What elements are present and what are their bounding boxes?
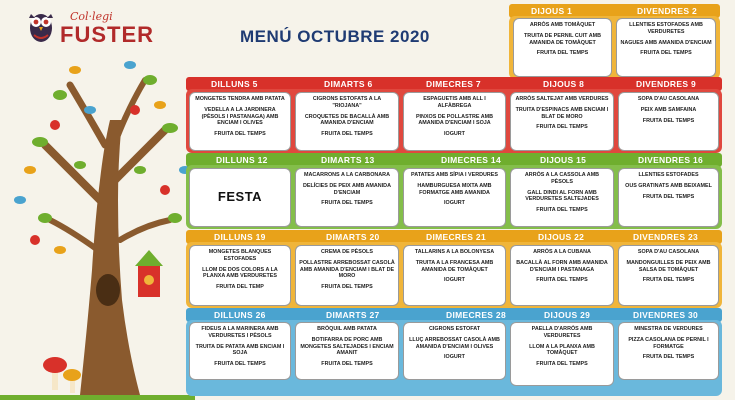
day-label: DILLUNS 19	[214, 232, 266, 242]
menu-dish: SOPA D'AU CASOLANA	[637, 249, 700, 255]
menu-dish: IOGURT	[444, 354, 465, 361]
menu-cell	[510, 92, 614, 151]
menu-cell	[616, 18, 716, 77]
menu-dish: TALLARINS A LA BOLONYESA	[414, 249, 495, 255]
menu-dish: OUS GRATINATS AMB BEIXAMEL	[625, 182, 712, 189]
menu-dish: MONGETES BLANQUES ESTOFADES	[208, 249, 272, 262]
day-label: DIMECRES 28	[446, 310, 506, 320]
menu-dish: ARRÒS SALTEJAT AMB VERDURES	[515, 96, 609, 102]
menu-dish: BACALLÀ AL FORN AMB AMANIDA D'ENCIAM I PASTANAGA	[516, 259, 608, 273]
menu-dish: MANDONGUILLES DE PEIX AMB SALSA DE TOMÀQUET	[626, 259, 711, 273]
menu-dish: PEIX AMB SAMFAINA	[640, 106, 697, 113]
holiday-label: FESTA	[217, 189, 263, 205]
day-label: DIMARTS 20	[326, 232, 380, 242]
menu-dish: DELÍCIES DE PEIX AMB AMANIDA D'ENCIAM	[303, 182, 391, 196]
menu-dish: IOGURT	[444, 200, 465, 207]
menu-dish: POLLASTRE ARREBOSSAT CASOLÀ AMB AMANIDA D'ENCIAM I BLAT DE MORO	[299, 259, 395, 280]
menu-dish: FRUITA DEL TEMPS	[640, 50, 692, 57]
menu-dish: CREMA DE PÈSOLS	[321, 249, 373, 255]
menu-cell	[403, 245, 506, 306]
menu-dish: LLOM A LA PLANXA AMB TOMÀQUET	[529, 343, 595, 357]
menu-cell	[618, 322, 719, 380]
menu-dish: SOPA D'AU CASOLANA	[637, 96, 700, 102]
menu-cell	[189, 322, 291, 380]
menu-dish: MACARRONS A LA CARBONARA	[304, 172, 390, 178]
menu-dish: ESPAGUETIS AMB ALL I ALFÀBREGA	[423, 96, 486, 109]
menu-dish: PINXOS DE POLLASTRE AMB AMANIDA D'ENCIAM I SOJA	[415, 113, 494, 127]
menu-dish: GALL DINDI AL FORN AMB VERDURETES SALTEJADES	[525, 189, 599, 203]
menu-cell	[295, 168, 399, 227]
menu-dish: CIGRONS ESTOFATS A LA "RIOJANA"	[312, 96, 382, 109]
menu-dish: FRUITA DEL TEMPS	[321, 284, 373, 290]
menu-dish: FRUITA DEL TEMPS	[642, 193, 695, 200]
day-label: DIMECRES 21	[426, 232, 486, 242]
menu-cell	[295, 322, 399, 380]
day-label: DIJOUS 8	[543, 79, 585, 89]
menu-dish: LLOM DE DOS COLORS A LA PLANXA AMB VERDURETES	[202, 266, 278, 280]
day-label: DIMECRES 7	[426, 79, 481, 89]
menu-dish: MINESTRA DE VERDURES	[634, 326, 703, 332]
day-label: DILLUNS 5	[211, 79, 258, 89]
menu-dish: BRÒQUIL AMB PATATA	[317, 326, 377, 332]
day-label: DIMARTS 27	[326, 310, 380, 320]
day-label: DIVENDRES 2	[637, 6, 697, 16]
menu-dish: FRUITA DEL TEMPS	[642, 117, 695, 124]
day-label: DIJOUS 1	[531, 6, 573, 16]
menu-dish: FRUITA DEL TEMPS	[214, 361, 266, 367]
menu-dish: CROQUETES DE BACALLÀ AMB AMANIDA D'ENCIAM	[304, 113, 390, 127]
menu-dish: BOTIFARRA DE PORC AMB MONGETES SALTEJADES I ENCIAM AMANIT	[300, 336, 394, 357]
menu-dish: TRUITA D'ESPINACS AMB ENCIAM I BLAT DE MORO	[515, 106, 609, 120]
menu-cell	[403, 92, 506, 151]
menu-dish: LLUÇ ARREBOSSAT CASOLÀ AMB AMANIDA D'ENCIAM I OLIVES	[409, 336, 500, 350]
menu-cell	[295, 92, 399, 151]
menu-cell	[618, 245, 719, 306]
menu-cell	[403, 322, 506, 380]
day-label: DILLUNS 12	[216, 155, 268, 165]
menu-dish: FRUITA DEL TEMPS	[642, 277, 695, 284]
menu-dish: IOGURT	[444, 277, 465, 284]
day-label: DIJOUS 29	[544, 310, 591, 320]
tree-illustration	[0, 50, 195, 400]
page-title: MENÚ OCTUBRE 2020	[240, 27, 430, 46]
menu-dish: CIGRONS ESTOFAT	[428, 326, 480, 332]
menu-dish: TRUITA DE PATATA AMB ENCIAM I SOJA	[195, 343, 285, 357]
menu-dish: LLENTIES ESTOFADES AMB VERDURETES	[629, 22, 703, 35]
menu-dish: FRUITA DEL TEMPS	[321, 200, 373, 207]
menu-dish: FRUITA DEL TEMPS	[536, 207, 588, 213]
logo-text-line2: FUSTER	[60, 22, 154, 47]
day-label: DIMECRES 14	[441, 155, 501, 165]
menu-dish: HAMBURGUESA MIXTA AMB FORMATGE AMB AMANIDA	[417, 182, 492, 196]
menu-dish: FRUITA DEL TEMPS	[642, 354, 695, 361]
menu-dish: NAGUES AMB AMANIDA D'ENCIAM	[620, 39, 712, 46]
menu-dish: TRUITA DE PERNIL CUIT AMB AMANIDA DE TOMÀQUET	[524, 32, 601, 46]
menu-dish: PIZZA CASOLANA DE PERNIL I FORMATGE	[628, 336, 709, 350]
day-label: DILLUNS 26	[214, 310, 266, 320]
day-label: DIJOUS 22	[538, 232, 585, 242]
menu-cell	[403, 168, 506, 227]
menu-dish: TRUITA A LA FRANCESA AMB AMANIDA DE TOMÀQUET	[415, 259, 494, 273]
menu-dish: FRUITA DEL TEMPS	[536, 50, 589, 57]
menu-cell	[510, 322, 614, 386]
menu-dish: FRUITA DEL TEMPS	[536, 124, 588, 131]
menu-dish: LLENTIES ESTOFADES	[638, 172, 699, 178]
day-label: DIMARTS 13	[321, 155, 375, 165]
menu-dish: FRUITA DEL TEMPS	[214, 131, 266, 137]
menu-dish: ARRÒS AMB TOMÀQUET	[529, 22, 596, 28]
menu-cell	[295, 245, 399, 306]
menu-cell	[510, 168, 614, 227]
menu-dish: IOGURT	[444, 131, 465, 137]
menu-cell	[189, 92, 291, 151]
logo-text-line1: Col·legi	[70, 10, 113, 23]
day-label: DIJOUS 15	[540, 155, 587, 165]
school-logo	[20, 6, 160, 46]
menu-cell	[618, 92, 719, 151]
menu-dish: MONGETES TENDRA AMB PATATA	[195, 96, 285, 102]
day-label: DIVENDRES 30	[633, 310, 699, 320]
menu-dish: FRUITA DEL TEMPS	[321, 361, 373, 367]
menu-dish: ARRÒS A LA CASSOLA AMB PÈSOLS	[524, 172, 600, 185]
menu-dish: PATATES AMB SÍPIA I VERDURES	[411, 172, 498, 178]
menu-dish: FRUITA DEL TEMPS	[536, 361, 588, 367]
menu-cell-holiday	[189, 168, 291, 227]
menu-dish: FIDEUS A LA MARINERA AMB VERDURETES I PÈSOLS	[201, 326, 279, 339]
menu-cell	[510, 245, 614, 306]
day-label: DIVENDRES 23	[633, 232, 699, 242]
menu-dish: VEDELLA A LA JARDINERA (PÈSOLS I PASTANAGA) AMB ENCIAM I OLIVES	[201, 106, 279, 127]
menu-dish: FRUITA DEL TEMPS	[321, 131, 373, 137]
menu-cell	[189, 245, 291, 306]
day-label: DIVENDRES 9	[636, 79, 696, 89]
day-label: DIVENDRES 16	[638, 155, 704, 165]
menu-dish: FRUITA DEL TEMPS	[536, 277, 588, 284]
owl-logo-icon	[26, 8, 56, 44]
menu-dish: ARRÒS A LA CUBANA	[533, 249, 591, 255]
day-label: DIMARTS 6	[324, 79, 373, 89]
menu-dish: PAELLA D'ARRÒS AMB VERDURETES	[531, 326, 593, 339]
menu-dish: FRUITA DEL TEMP	[216, 284, 264, 290]
menu-cell	[513, 18, 612, 77]
menu-cell	[618, 168, 719, 227]
